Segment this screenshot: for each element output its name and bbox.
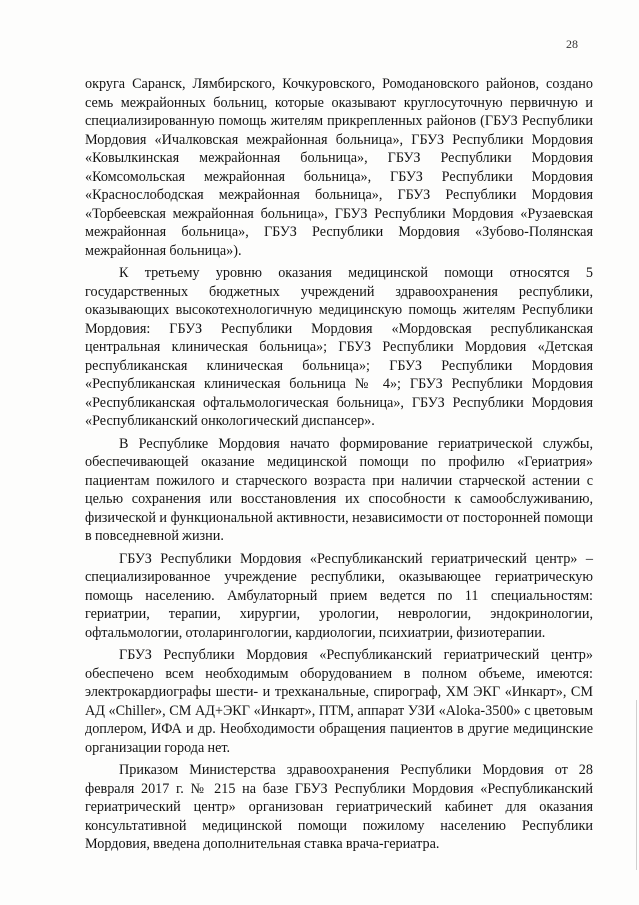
- paragraph-equipment: ГБУЗ Республики Мордовия «Республиканский гериатрический центр» обеспечено всем необходимым оборудованием в полном объеме, имеются: электрокардиографы шести- и трехканальные, спирограф, ХМ ЭКГ «Инкарт», СМ АД «Chiller», СМ АД+ЭКГ «Инкарт», ПТМ, аппарат УЗИ «Aloka-3500» с цветовым доплером, ИФА и др. Необходимости обращения пациентов в другие медицинские организации города нет.: [85, 647, 593, 756]
- paragraph-order: Приказом Министерства здравоохранения Республики Мордовия от 28 февраля 2017 г. № 215 на базе ГБУЗ Республики Мордовия «Республиканский гериатрический центр» организован гериатрический кабинет для оказания консультативной медицинской помощи пожилому населению Республики Мордовия, введена дополнительная ставка врача-гериатра.: [85, 762, 593, 852]
- paragraph-geriatric-service: В Республике Мордовия начато формирование гериатрической службы, обеспечивающей оказание медицинской помощи по профилю «Гериатрия» пациентам пожилого и старческого возраста при наличии старческой астении с целью сохранения или восстановления их способности к самообслуживанию, физической и функциональной активности, независимости от посторонней помощи в повседневной жизни.: [85, 435, 593, 544]
- document-body: [85, 75, 593, 854]
- page-number: 28: [566, 37, 578, 51]
- paragraph-geriatric-center: ГБУЗ Республики Мордовия «Республиканский гериатрический центр» – специализированное учреждение республики, оказывающее гериатрическую помощь населению. Амбулаторный прием ведется по 11 специальностям: гериатрии, терапии, хирургии, урологии, неврологии, эндокринологии, офтальмологии, отоларингологии, кардиологии, психиатрии, физиотерапии.: [85, 550, 593, 641]
- scan-edge-line: [636, 700, 637, 870]
- paragraph-interdistrict-hospitals: округа Саранск, Лямбирского, Кочкуровского, Ромодановского районов, создано семь межрайонных больниц, которые оказывают круглосуточную первичную и специализированную помощь жителям прикрепленных районов (ГБУЗ Республики Мордовия «Ичалковская межрайонная больница», ГБУЗ Республики Мордовия «Ковылкинская межрайонная больница», ГБУЗ Республики Мордовия «Комсомольская межрайонная больница», ГБУЗ Республики Мордовия «Краснослободская межрайонная больница», ГБУЗ Республики Мордовия «Торбеевская межрайонная больница», ГБУЗ Республики Мордовия «Рузаевская межрайонная больница», ГБУЗ Республики Мордовия «Зубово-Полянская межрайонная больница»).: [85, 76, 593, 259]
- paragraph-third-level-care: К третьему уровню оказания медицинской помощи относятся 5 государственных бюджетных учреждений здравоохранения республики, оказывающих высокотехнологичную медицинскую помощь жителям Республики Мордовия: ГБУЗ Республики Мордовия «Мордовская республиканская центральная клиническая больница»; ГБУЗ Республики Мордовия «Детская республиканская клиническая больница»; ГБУЗ Республики Мордовия «Республиканская клиническая больница № 4»; ГБУЗ Республики Мордовия «Республиканская офтальмологическая больница», ГБУЗ Республики Мордовия «Республиканский онкологический диспансер».: [85, 265, 593, 429]
